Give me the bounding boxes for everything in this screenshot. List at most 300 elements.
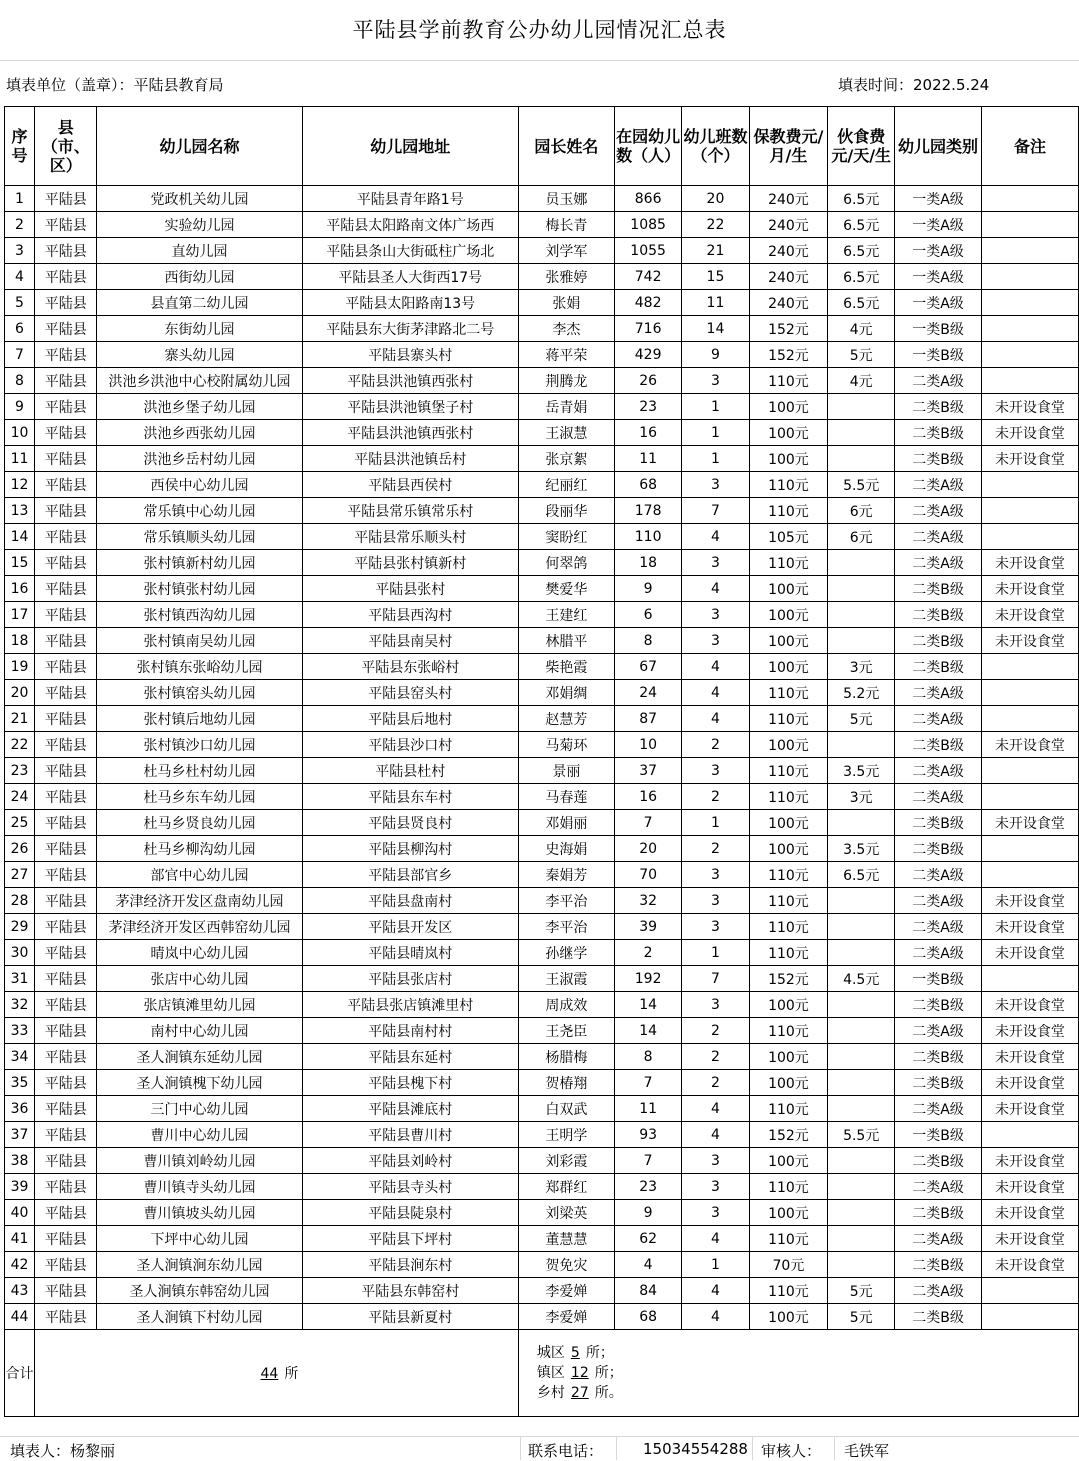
category-cell[interactable]: 二类B级 [895, 446, 982, 472]
director-cell[interactable]: 李平治 [518, 914, 614, 940]
seq-cell[interactable]: 16 [5, 576, 35, 602]
tuition-cell[interactable]: 110元 [749, 1174, 828, 1200]
column-header[interactable]: 序号 [5, 107, 35, 186]
remark-cell[interactable] [981, 498, 1078, 524]
name-cell[interactable]: 杜马乡杜村幼儿园 [97, 758, 302, 784]
director-cell[interactable]: 马春莲 [518, 784, 614, 810]
county-cell[interactable]: 平陆县 [34, 1174, 97, 1200]
tuition-cell[interactable]: 100元 [749, 836, 828, 862]
director-cell[interactable]: 秦娟芳 [518, 862, 614, 888]
seq-cell[interactable]: 25 [5, 810, 35, 836]
county-cell[interactable]: 平陆县 [34, 264, 97, 290]
category-cell[interactable]: 二类B级 [895, 420, 982, 446]
meal-fee-cell[interactable] [828, 992, 895, 1018]
address-cell[interactable]: 平陆县南吴村 [302, 628, 518, 654]
name-cell[interactable]: 南村中心幼儿园 [97, 1018, 302, 1044]
category-cell[interactable]: 二类A级 [895, 758, 982, 784]
column-header[interactable]: 幼儿园地址 [302, 107, 518, 186]
column-header[interactable]: 伙食费元/天/生 [828, 107, 895, 186]
children-cell[interactable]: 70 [614, 862, 681, 888]
category-cell[interactable]: 二类A级 [895, 1278, 982, 1304]
address-cell[interactable]: 平陆县太阳路南13号 [302, 290, 518, 316]
director-cell[interactable]: 张娟 [518, 290, 614, 316]
address-cell[interactable]: 平陆县圣人大街西17号 [302, 264, 518, 290]
name-cell[interactable]: 洪池乡堡子幼儿园 [97, 394, 302, 420]
director-cell[interactable]: 王淑霞 [518, 966, 614, 992]
county-cell[interactable]: 平陆县 [34, 576, 97, 602]
seq-cell[interactable]: 42 [5, 1252, 35, 1278]
category-cell[interactable]: 一类B级 [895, 966, 982, 992]
address-cell[interactable]: 平陆县陡泉村 [302, 1200, 518, 1226]
name-cell[interactable]: 洪池乡西张幼儿园 [97, 420, 302, 446]
seq-cell[interactable]: 35 [5, 1070, 35, 1096]
classes-cell[interactable]: 3 [682, 862, 749, 888]
name-cell[interactable]: 茅津经济开发区盘南幼儿园 [97, 888, 302, 914]
county-cell[interactable]: 平陆县 [34, 524, 97, 550]
children-cell[interactable]: 24 [614, 680, 681, 706]
county-cell[interactable]: 平陆县 [34, 368, 97, 394]
director-cell[interactable]: 杨腊梅 [518, 1044, 614, 1070]
director-cell[interactable]: 蒋平荣 [518, 342, 614, 368]
children-cell[interactable]: 4 [614, 1252, 681, 1278]
tuition-cell[interactable]: 105元 [749, 524, 828, 550]
meal-fee-cell[interactable] [828, 1148, 895, 1174]
tuition-cell[interactable]: 100元 [749, 1044, 828, 1070]
classes-cell[interactable]: 1 [682, 420, 749, 446]
meal-fee-cell[interactable] [828, 732, 895, 758]
classes-cell[interactable]: 3 [682, 758, 749, 784]
classes-cell[interactable]: 4 [682, 1304, 749, 1330]
county-cell[interactable]: 平陆县 [34, 1044, 97, 1070]
name-cell[interactable]: 西街幼儿园 [97, 264, 302, 290]
director-cell[interactable]: 郑群红 [518, 1174, 614, 1200]
county-cell[interactable]: 平陆县 [34, 420, 97, 446]
tuition-cell[interactable]: 100元 [749, 1070, 828, 1096]
seq-cell[interactable]: 3 [5, 238, 35, 264]
address-cell[interactable]: 平陆县张村 [302, 576, 518, 602]
address-cell[interactable]: 平陆县盘南村 [302, 888, 518, 914]
county-cell[interactable]: 平陆县 [34, 1252, 97, 1278]
name-cell[interactable]: 杜马乡东车幼儿园 [97, 784, 302, 810]
classes-cell[interactable]: 7 [682, 966, 749, 992]
meal-fee-cell[interactable] [828, 550, 895, 576]
tuition-cell[interactable]: 110元 [749, 706, 828, 732]
seq-cell[interactable]: 17 [5, 602, 35, 628]
name-cell[interactable]: 常乐镇顺头幼儿园 [97, 524, 302, 550]
category-cell[interactable]: 二类B级 [895, 602, 982, 628]
remark-cell[interactable]: 未开设食堂 [981, 914, 1078, 940]
address-cell[interactable]: 平陆县滩底村 [302, 1096, 518, 1122]
remark-cell[interactable] [981, 1122, 1078, 1148]
director-cell[interactable]: 段丽华 [518, 498, 614, 524]
classes-cell[interactable]: 1 [682, 940, 749, 966]
meal-fee-cell[interactable] [828, 1018, 895, 1044]
address-cell[interactable]: 平陆县槐下村 [302, 1070, 518, 1096]
director-cell[interactable]: 樊爱华 [518, 576, 614, 602]
meal-fee-cell[interactable]: 3元 [828, 654, 895, 680]
children-cell[interactable]: 84 [614, 1278, 681, 1304]
address-cell[interactable]: 平陆县部官乡 [302, 862, 518, 888]
county-cell[interactable]: 平陆县 [34, 966, 97, 992]
classes-cell[interactable]: 1 [682, 1252, 749, 1278]
remark-cell[interactable] [981, 186, 1078, 212]
tuition-cell[interactable]: 110元 [749, 472, 828, 498]
county-cell[interactable]: 平陆县 [34, 862, 97, 888]
county-cell[interactable]: 平陆县 [34, 784, 97, 810]
seq-cell[interactable]: 32 [5, 992, 35, 1018]
county-cell[interactable]: 平陆县 [34, 394, 97, 420]
seq-cell[interactable]: 6 [5, 316, 35, 342]
meal-fee-cell[interactable]: 3元 [828, 784, 895, 810]
category-cell[interactable]: 二类A级 [895, 472, 982, 498]
name-cell[interactable]: 杜马乡柳沟幼儿园 [97, 836, 302, 862]
meal-fee-cell[interactable] [828, 446, 895, 472]
children-cell[interactable]: 6 [614, 602, 681, 628]
county-cell[interactable]: 平陆县 [34, 758, 97, 784]
director-cell[interactable]: 景丽 [518, 758, 614, 784]
remark-cell[interactable]: 未开设食堂 [981, 810, 1078, 836]
seq-cell[interactable]: 22 [5, 732, 35, 758]
category-cell[interactable]: 一类A级 [895, 264, 982, 290]
seq-cell[interactable]: 44 [5, 1304, 35, 1330]
meal-fee-cell[interactable] [828, 1252, 895, 1278]
remark-cell[interactable]: 未开设食堂 [981, 446, 1078, 472]
county-cell[interactable]: 平陆县 [34, 498, 97, 524]
meal-fee-cell[interactable]: 5.2元 [828, 680, 895, 706]
name-cell[interactable]: 洪池乡洪池中心校附属幼儿园 [97, 368, 302, 394]
county-cell[interactable]: 平陆县 [34, 654, 97, 680]
classes-cell[interactable]: 4 [682, 576, 749, 602]
children-cell[interactable]: 23 [614, 394, 681, 420]
director-cell[interactable]: 李平治 [518, 888, 614, 914]
remark-cell[interactable]: 未开设食堂 [981, 1200, 1078, 1226]
classes-cell[interactable]: 2 [682, 836, 749, 862]
meal-fee-cell[interactable]: 6.5元 [828, 290, 895, 316]
name-cell[interactable]: 实验幼儿园 [97, 212, 302, 238]
category-cell[interactable]: 二类A级 [895, 706, 982, 732]
remark-cell[interactable]: 未开设食堂 [981, 992, 1078, 1018]
director-cell[interactable]: 梅长青 [518, 212, 614, 238]
children-cell[interactable]: 26 [614, 368, 681, 394]
classes-cell[interactable]: 3 [682, 992, 749, 1018]
children-cell[interactable]: 482 [614, 290, 681, 316]
tuition-cell[interactable]: 240元 [749, 290, 828, 316]
classes-cell[interactable]: 7 [682, 498, 749, 524]
children-cell[interactable]: 11 [614, 1096, 681, 1122]
remark-cell[interactable]: 未开设食堂 [981, 1148, 1078, 1174]
director-cell[interactable]: 周成效 [518, 992, 614, 1018]
county-cell[interactable]: 平陆县 [34, 550, 97, 576]
category-cell[interactable]: 二类A级 [895, 498, 982, 524]
children-cell[interactable]: 110 [614, 524, 681, 550]
remark-cell[interactable] [981, 264, 1078, 290]
tuition-cell[interactable]: 240元 [749, 186, 828, 212]
remark-cell[interactable] [981, 368, 1078, 394]
remark-cell[interactable] [981, 212, 1078, 238]
seq-cell[interactable]: 36 [5, 1096, 35, 1122]
seq-cell[interactable]: 38 [5, 1148, 35, 1174]
address-cell[interactable]: 平陆县曹川村 [302, 1122, 518, 1148]
classes-cell[interactable]: 4 [682, 1096, 749, 1122]
category-cell[interactable]: 二类A级 [895, 1226, 982, 1252]
seq-cell[interactable]: 18 [5, 628, 35, 654]
remark-cell[interactable] [981, 966, 1078, 992]
classes-cell[interactable]: 3 [682, 888, 749, 914]
seq-cell[interactable]: 34 [5, 1044, 35, 1070]
tuition-cell[interactable]: 110元 [749, 914, 828, 940]
classes-cell[interactable]: 1 [682, 810, 749, 836]
column-header[interactable]: 幼儿园类别 [895, 107, 982, 186]
tuition-cell[interactable]: 100元 [749, 420, 828, 446]
director-cell[interactable]: 贺椿翔 [518, 1070, 614, 1096]
category-cell[interactable]: 二类B级 [895, 628, 982, 654]
classes-cell[interactable]: 4 [682, 1278, 749, 1304]
seq-cell[interactable]: 9 [5, 394, 35, 420]
classes-cell[interactable]: 11 [682, 290, 749, 316]
children-cell[interactable]: 2 [614, 940, 681, 966]
classes-cell[interactable]: 1 [682, 446, 749, 472]
children-cell[interactable]: 39 [614, 914, 681, 940]
column-header[interactable]: 幼儿园名称 [97, 107, 302, 186]
address-cell[interactable]: 平陆县西沟村 [302, 602, 518, 628]
classes-cell[interactable]: 20 [682, 186, 749, 212]
remark-cell[interactable]: 未开设食堂 [981, 602, 1078, 628]
children-cell[interactable]: 11 [614, 446, 681, 472]
name-cell[interactable]: 县直第二幼儿园 [97, 290, 302, 316]
classes-cell[interactable]: 14 [682, 316, 749, 342]
address-cell[interactable]: 平陆县青年路1号 [302, 186, 518, 212]
remark-cell[interactable] [981, 472, 1078, 498]
tuition-cell[interactable]: 100元 [749, 628, 828, 654]
name-cell[interactable]: 张村镇沙口幼儿园 [97, 732, 302, 758]
seq-cell[interactable]: 15 [5, 550, 35, 576]
remark-cell[interactable] [981, 316, 1078, 342]
tuition-cell[interactable]: 100元 [749, 1148, 828, 1174]
classes-cell[interactable]: 3 [682, 914, 749, 940]
children-cell[interactable]: 87 [614, 706, 681, 732]
director-cell[interactable]: 王淑慧 [518, 420, 614, 446]
seq-cell[interactable]: 2 [5, 212, 35, 238]
seq-cell[interactable]: 31 [5, 966, 35, 992]
county-cell[interactable]: 平陆县 [34, 472, 97, 498]
remark-cell[interactable] [981, 1278, 1078, 1304]
name-cell[interactable]: 张村镇后地幼儿园 [97, 706, 302, 732]
county-cell[interactable]: 平陆县 [34, 1018, 97, 1044]
address-cell[interactable]: 平陆县下坪村 [302, 1226, 518, 1252]
address-cell[interactable]: 平陆县常乐顺头村 [302, 524, 518, 550]
seq-cell[interactable]: 1 [5, 186, 35, 212]
county-cell[interactable]: 平陆县 [34, 706, 97, 732]
children-cell[interactable]: 14 [614, 992, 681, 1018]
tuition-cell[interactable]: 152元 [749, 966, 828, 992]
summary-breakdown-cell[interactable] [518, 1330, 1078, 1417]
meal-fee-cell[interactable] [828, 420, 895, 446]
meal-fee-cell[interactable]: 5.5元 [828, 1122, 895, 1148]
address-cell[interactable]: 平陆县杜村 [302, 758, 518, 784]
children-cell[interactable]: 8 [614, 628, 681, 654]
name-cell[interactable]: 下坪中心幼儿园 [97, 1226, 302, 1252]
director-cell[interactable]: 邓娟丽 [518, 810, 614, 836]
remark-cell[interactable] [981, 238, 1078, 264]
director-cell[interactable]: 王建红 [518, 602, 614, 628]
meal-fee-cell[interactable] [828, 914, 895, 940]
classes-cell[interactable]: 1 [682, 394, 749, 420]
name-cell[interactable]: 部官中心幼儿园 [97, 862, 302, 888]
address-cell[interactable]: 平陆县窑头村 [302, 680, 518, 706]
meal-fee-cell[interactable]: 5元 [828, 342, 895, 368]
classes-cell[interactable]: 3 [682, 1174, 749, 1200]
children-cell[interactable]: 1055 [614, 238, 681, 264]
remark-cell[interactable]: 未开设食堂 [981, 732, 1078, 758]
director-cell[interactable]: 史海娟 [518, 836, 614, 862]
remark-cell[interactable] [981, 784, 1078, 810]
category-cell[interactable]: 二类B级 [895, 836, 982, 862]
category-cell[interactable]: 二类A级 [895, 940, 982, 966]
tuition-cell[interactable]: 100元 [749, 654, 828, 680]
category-cell[interactable]: 二类B级 [895, 1304, 982, 1330]
meal-fee-cell[interactable]: 3.5元 [828, 836, 895, 862]
meal-fee-cell[interactable]: 6.5元 [828, 186, 895, 212]
tuition-cell[interactable]: 110元 [749, 1018, 828, 1044]
category-cell[interactable]: 二类B级 [895, 810, 982, 836]
children-cell[interactable]: 716 [614, 316, 681, 342]
summary-total-cell[interactable] [34, 1330, 518, 1417]
remark-cell[interactable]: 未开设食堂 [981, 940, 1078, 966]
director-cell[interactable]: 马菊环 [518, 732, 614, 758]
tuition-cell[interactable]: 100元 [749, 446, 828, 472]
classes-cell[interactable]: 3 [682, 602, 749, 628]
summary-row[interactable] [5, 1330, 1079, 1417]
tuition-cell[interactable]: 100元 [749, 810, 828, 836]
category-cell[interactable]: 二类B级 [895, 654, 982, 680]
remark-cell[interactable]: 未开设食堂 [981, 576, 1078, 602]
seq-cell[interactable]: 24 [5, 784, 35, 810]
children-cell[interactable]: 14 [614, 1018, 681, 1044]
address-cell[interactable]: 平陆县刘岭村 [302, 1148, 518, 1174]
remark-cell[interactable] [981, 862, 1078, 888]
meal-fee-cell[interactable]: 6元 [828, 524, 895, 550]
remark-cell[interactable] [981, 290, 1078, 316]
director-cell[interactable]: 柴艳霞 [518, 654, 614, 680]
remark-cell[interactable] [981, 680, 1078, 706]
remark-cell[interactable] [981, 654, 1078, 680]
director-cell[interactable]: 员玉娜 [518, 186, 614, 212]
meal-fee-cell[interactable] [828, 1226, 895, 1252]
director-cell[interactable]: 刘彩霞 [518, 1148, 614, 1174]
address-cell[interactable]: 平陆县条山大街砥柱广场北 [302, 238, 518, 264]
children-cell[interactable]: 20 [614, 836, 681, 862]
address-cell[interactable]: 平陆县南村村 [302, 1018, 518, 1044]
name-cell[interactable]: 张店镇滩里幼儿园 [97, 992, 302, 1018]
seq-cell[interactable]: 11 [5, 446, 35, 472]
county-cell[interactable]: 平陆县 [34, 316, 97, 342]
director-cell[interactable]: 何翠鸽 [518, 550, 614, 576]
address-cell[interactable]: 平陆县张店镇滩里村 [302, 992, 518, 1018]
meal-fee-cell[interactable]: 4.5元 [828, 966, 895, 992]
children-cell[interactable]: 62 [614, 1226, 681, 1252]
county-cell[interactable]: 平陆县 [34, 290, 97, 316]
seq-cell[interactable]: 27 [5, 862, 35, 888]
meal-fee-cell[interactable] [828, 602, 895, 628]
tuition-cell[interactable]: 110元 [749, 368, 828, 394]
classes-cell[interactable]: 2 [682, 1044, 749, 1070]
column-header[interactable]: 幼儿班数（个） [682, 107, 749, 186]
children-cell[interactable]: 23 [614, 1174, 681, 1200]
address-cell[interactable]: 平陆县东韩窑村 [302, 1278, 518, 1304]
county-cell[interactable]: 平陆县 [34, 1096, 97, 1122]
meal-fee-cell[interactable]: 5元 [828, 1304, 895, 1330]
name-cell[interactable]: 杜马乡贤良幼儿园 [97, 810, 302, 836]
children-cell[interactable]: 32 [614, 888, 681, 914]
director-cell[interactable]: 白双武 [518, 1096, 614, 1122]
director-cell[interactable]: 张京絮 [518, 446, 614, 472]
tuition-cell[interactable]: 110元 [749, 888, 828, 914]
children-cell[interactable]: 68 [614, 472, 681, 498]
children-cell[interactable]: 8 [614, 1044, 681, 1070]
remark-cell[interactable]: 未开设食堂 [981, 1096, 1078, 1122]
category-cell[interactable]: 二类B级 [895, 1044, 982, 1070]
tuition-cell[interactable]: 70元 [749, 1252, 828, 1278]
director-cell[interactable]: 刘学军 [518, 238, 614, 264]
classes-cell[interactable]: 4 [682, 654, 749, 680]
address-cell[interactable]: 平陆县太阳路南文体广场西 [302, 212, 518, 238]
address-cell[interactable]: 平陆县柳沟村 [302, 836, 518, 862]
address-cell[interactable]: 平陆县沙口村 [302, 732, 518, 758]
tuition-cell[interactable]: 100元 [749, 602, 828, 628]
tuition-cell[interactable]: 110元 [749, 784, 828, 810]
seq-cell[interactable]: 10 [5, 420, 35, 446]
director-cell[interactable]: 窦盼红 [518, 524, 614, 550]
meal-fee-cell[interactable] [828, 940, 895, 966]
name-cell[interactable]: 张村镇东张峪幼儿园 [97, 654, 302, 680]
children-cell[interactable]: 9 [614, 1200, 681, 1226]
category-cell[interactable]: 二类B级 [895, 1200, 982, 1226]
category-cell[interactable]: 二类B级 [895, 992, 982, 1018]
remark-cell[interactable] [981, 342, 1078, 368]
tuition-cell[interactable]: 100元 [749, 1304, 828, 1330]
county-cell[interactable]: 平陆县 [34, 212, 97, 238]
county-cell[interactable]: 平陆县 [34, 1200, 97, 1226]
category-cell[interactable]: 二类B级 [895, 1070, 982, 1096]
tuition-cell[interactable]: 100元 [749, 992, 828, 1018]
name-cell[interactable]: 曹川中心幼儿园 [97, 1122, 302, 1148]
meal-fee-cell[interactable] [828, 1200, 895, 1226]
meal-fee-cell[interactable]: 5元 [828, 706, 895, 732]
address-cell[interactable]: 平陆县东张峪村 [302, 654, 518, 680]
address-cell[interactable]: 平陆县洪池镇堡子村 [302, 394, 518, 420]
seq-cell[interactable]: 12 [5, 472, 35, 498]
seq-cell[interactable]: 41 [5, 1226, 35, 1252]
category-cell[interactable]: 二类B级 [895, 1148, 982, 1174]
name-cell[interactable]: 常乐镇中心幼儿园 [97, 498, 302, 524]
director-cell[interactable]: 王尧臣 [518, 1018, 614, 1044]
name-cell[interactable]: 张村镇新村幼儿园 [97, 550, 302, 576]
seq-cell[interactable]: 21 [5, 706, 35, 732]
meal-fee-cell[interactable] [828, 1070, 895, 1096]
classes-cell[interactable]: 3 [682, 1148, 749, 1174]
category-cell[interactable]: 二类A级 [895, 784, 982, 810]
county-cell[interactable]: 平陆县 [34, 342, 97, 368]
address-cell[interactable]: 平陆县开发区 [302, 914, 518, 940]
director-cell[interactable]: 贺免灾 [518, 1252, 614, 1278]
meal-fee-cell[interactable]: 6.5元 [828, 862, 895, 888]
seq-cell[interactable]: 33 [5, 1018, 35, 1044]
name-cell[interactable]: 晴岚中心幼儿园 [97, 940, 302, 966]
remark-cell[interactable]: 未开设食堂 [981, 1044, 1078, 1070]
category-cell[interactable]: 二类B级 [895, 1252, 982, 1278]
name-cell[interactable]: 东街幼儿园 [97, 316, 302, 342]
address-cell[interactable]: 平陆县后地村 [302, 706, 518, 732]
